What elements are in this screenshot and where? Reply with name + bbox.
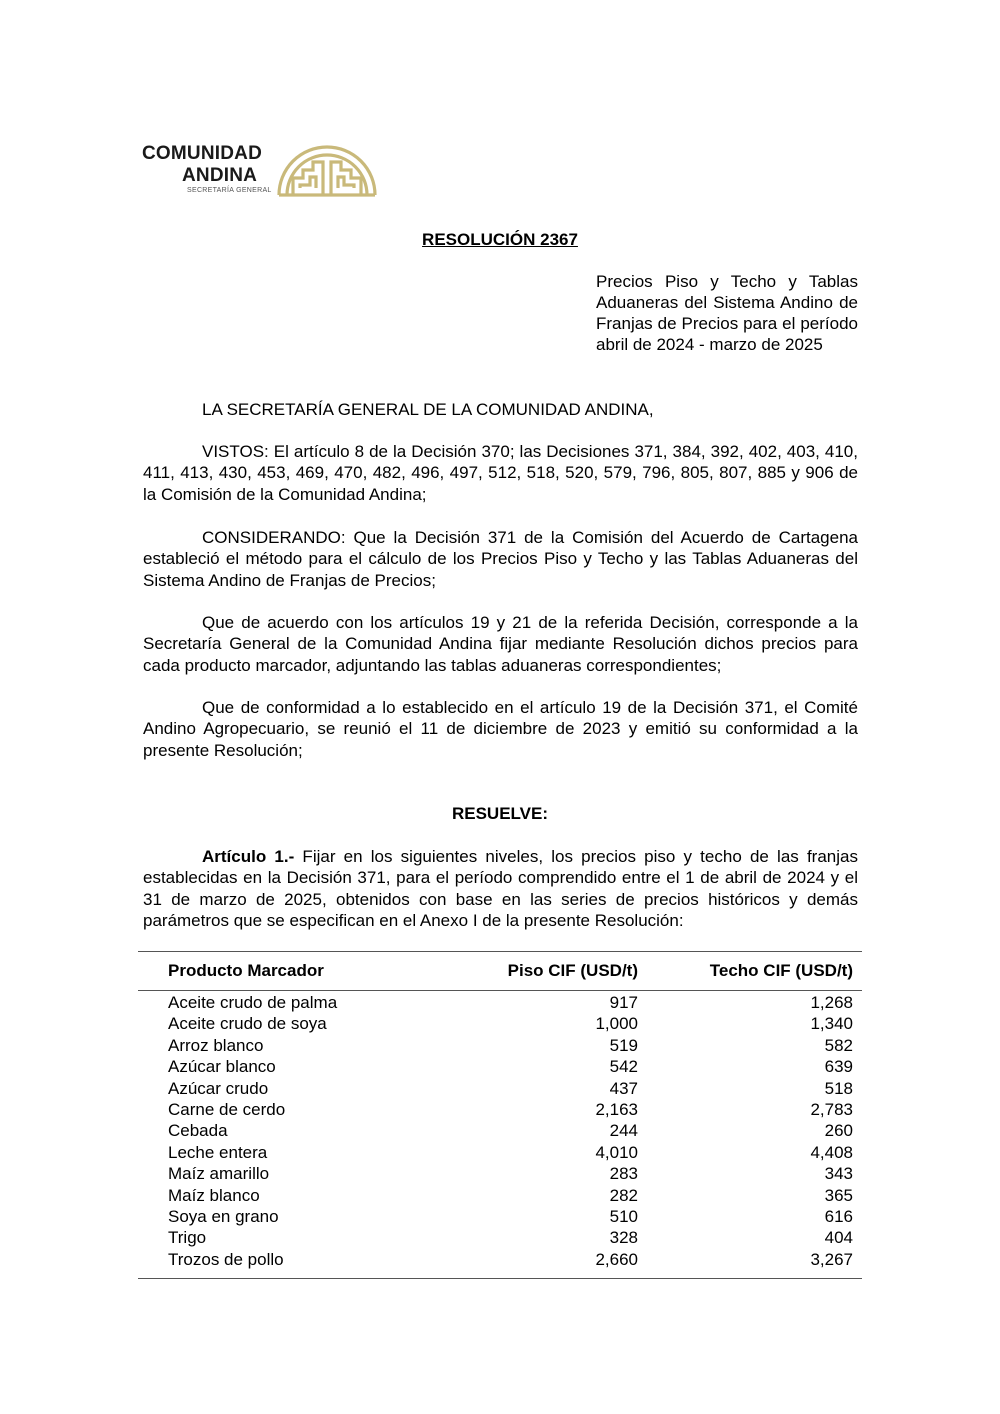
cell-piso: 2,660 bbox=[595, 1249, 638, 1269]
cell-producto: Azúcar blanco bbox=[168, 1057, 276, 1077]
table-row bbox=[138, 1163, 862, 1184]
table-body bbox=[138, 991, 862, 1278]
articulo-1 bbox=[143, 846, 858, 931]
header-techo: Techo CIF (USD/t) bbox=[709, 961, 853, 980]
cell-producto: Carne de cerdo bbox=[168, 1099, 286, 1119]
cell-producto: Trozos de pollo bbox=[168, 1249, 284, 1269]
andean-arch-icon bbox=[276, 140, 378, 198]
resolution-subject: Precios Piso y Techo y Tablas Aduaneras del Sistema Andino de Franjas de Precios para el período abril de 2024 - marzo de 2025 bbox=[596, 272, 858, 354]
cell-piso: 510 bbox=[609, 1206, 638, 1226]
cell-producto: Trigo bbox=[168, 1228, 207, 1248]
cell-techo: 4,408 bbox=[810, 1142, 853, 1162]
cell-techo: 616 bbox=[824, 1206, 853, 1226]
cell-piso: 542 bbox=[609, 1057, 638, 1077]
cell-techo: 365 bbox=[824, 1185, 853, 1205]
table-header bbox=[138, 952, 862, 991]
cell-piso: 1,000 bbox=[595, 1014, 638, 1034]
table-row bbox=[138, 1056, 862, 1077]
cell-techo: 404 bbox=[824, 1228, 853, 1248]
logo-wordmark bbox=[142, 143, 262, 187]
cell-techo: 260 bbox=[824, 1121, 853, 1141]
table-row bbox=[138, 1249, 862, 1270]
paragraph-que-2: Que de conformidad a lo establecido en el artículo 19 de la Decisión 371, el Comité Andino Agropecuario, se reunió el 11 de diciembre de 2023 y emitió su conformidad a la presente Resolución; bbox=[143, 698, 858, 760]
comunidad-andina-logo bbox=[142, 140, 382, 200]
cell-piso: 2,163 bbox=[595, 1099, 638, 1119]
price-table bbox=[138, 951, 862, 1279]
cell-producto: Aceite crudo de soya bbox=[168, 1014, 327, 1034]
cell-piso: 437 bbox=[609, 1078, 638, 1098]
header-piso: Piso CIF (USD/t) bbox=[507, 961, 638, 980]
header-producto: Producto Marcador bbox=[168, 961, 324, 980]
cell-piso: 519 bbox=[609, 1035, 638, 1055]
logo-line-2: ANDINA bbox=[182, 165, 258, 186]
table-row bbox=[138, 1120, 862, 1141]
table-row bbox=[138, 1078, 862, 1099]
cell-techo: 582 bbox=[824, 1035, 853, 1055]
cell-techo: 1,340 bbox=[810, 1014, 853, 1034]
table-row bbox=[138, 1035, 862, 1056]
paragraph-secretaria: LA SECRETARÍA GENERAL DE LA COMUNIDAD ANDINA, bbox=[202, 400, 654, 419]
cell-producto: Cebada bbox=[168, 1121, 228, 1141]
cell-producto: Maíz amarillo bbox=[168, 1164, 270, 1184]
cell-techo: 343 bbox=[824, 1164, 853, 1184]
paragraph-considerando: CONSIDERANDO: Que la Decisión 371 de la Comisión del Acuerdo de Cartagena estableció el método para el cálculo de los Precios Piso y Techo y las Tablas Aduaneras del Sistema Andino de Franjas de Precios; bbox=[143, 528, 858, 590]
cell-producto: Maíz blanco bbox=[168, 1185, 260, 1205]
resolution-title: RESOLUCIÓN 2367 bbox=[422, 230, 578, 249]
cell-piso: 328 bbox=[609, 1228, 638, 1248]
resuelve-heading: RESUELVE: bbox=[451, 804, 549, 823]
cell-piso: 282 bbox=[609, 1185, 638, 1205]
paragraph-vistos: VISTOS: El artículo 8 de la Decisión 370; las Decisiones 371, 384, 392, 402, 403, 410, 411, 413, 430, 453, 469, 470, 482, 496, 497, 512, 518, 520, 579, 796, 805, 807, 885 y 906 de la Comisión de la Comunidad Andina; bbox=[143, 442, 858, 504]
cell-techo: 3,267 bbox=[810, 1249, 853, 1269]
cell-piso: 244 bbox=[609, 1121, 638, 1141]
cell-techo: 639 bbox=[824, 1057, 853, 1077]
paragraph-que-1: Que de acuerdo con los artículos 19 y 21 de la referida Decisión, corresponde a la Secretaría General de la Comunidad Andina fijar mediante Resolución dichos precios para cada producto marcador, adjuntando las tablas aduaneras correspondientes; bbox=[143, 613, 858, 675]
cell-producto: Soya en grano bbox=[168, 1206, 279, 1226]
articulo-1-label: Artículo 1.- bbox=[202, 847, 295, 866]
table-row bbox=[138, 1142, 862, 1163]
logo-line-1: COMUNIDAD bbox=[142, 143, 263, 164]
table-row bbox=[138, 1099, 862, 1120]
cell-piso: 283 bbox=[609, 1164, 638, 1184]
cell-producto: Arroz blanco bbox=[168, 1035, 264, 1055]
cell-piso: 917 bbox=[609, 993, 638, 1012]
logo-subtitle: SECRETARÍA GENERAL bbox=[187, 187, 272, 194]
cell-techo: 1,268 bbox=[810, 993, 853, 1012]
table-row bbox=[138, 992, 862, 1013]
cell-techo: 2,783 bbox=[810, 1099, 853, 1119]
table-row bbox=[138, 1206, 862, 1227]
table-row bbox=[138, 1013, 862, 1034]
cell-producto: Leche entera bbox=[168, 1142, 268, 1162]
cell-producto: Azúcar crudo bbox=[168, 1078, 269, 1098]
cell-piso: 4,010 bbox=[595, 1142, 638, 1162]
cell-techo: 518 bbox=[824, 1078, 853, 1098]
table-row bbox=[138, 1227, 862, 1248]
table-row bbox=[138, 1185, 862, 1206]
cell-producto: Aceite crudo de palma bbox=[168, 993, 338, 1012]
articulo-1-text: Fijar en los siguientes niveles, los precios piso y techo de las franjas establecidas en la Decisión 371, para el período comprendido entre el 1 de abril de 2024 y el 31 de marzo de 2025, obtenidos con base en las series de precios históricos y demás parámetros que se especifican en el Anexo I de la presente Resolución: bbox=[143, 847, 858, 930]
